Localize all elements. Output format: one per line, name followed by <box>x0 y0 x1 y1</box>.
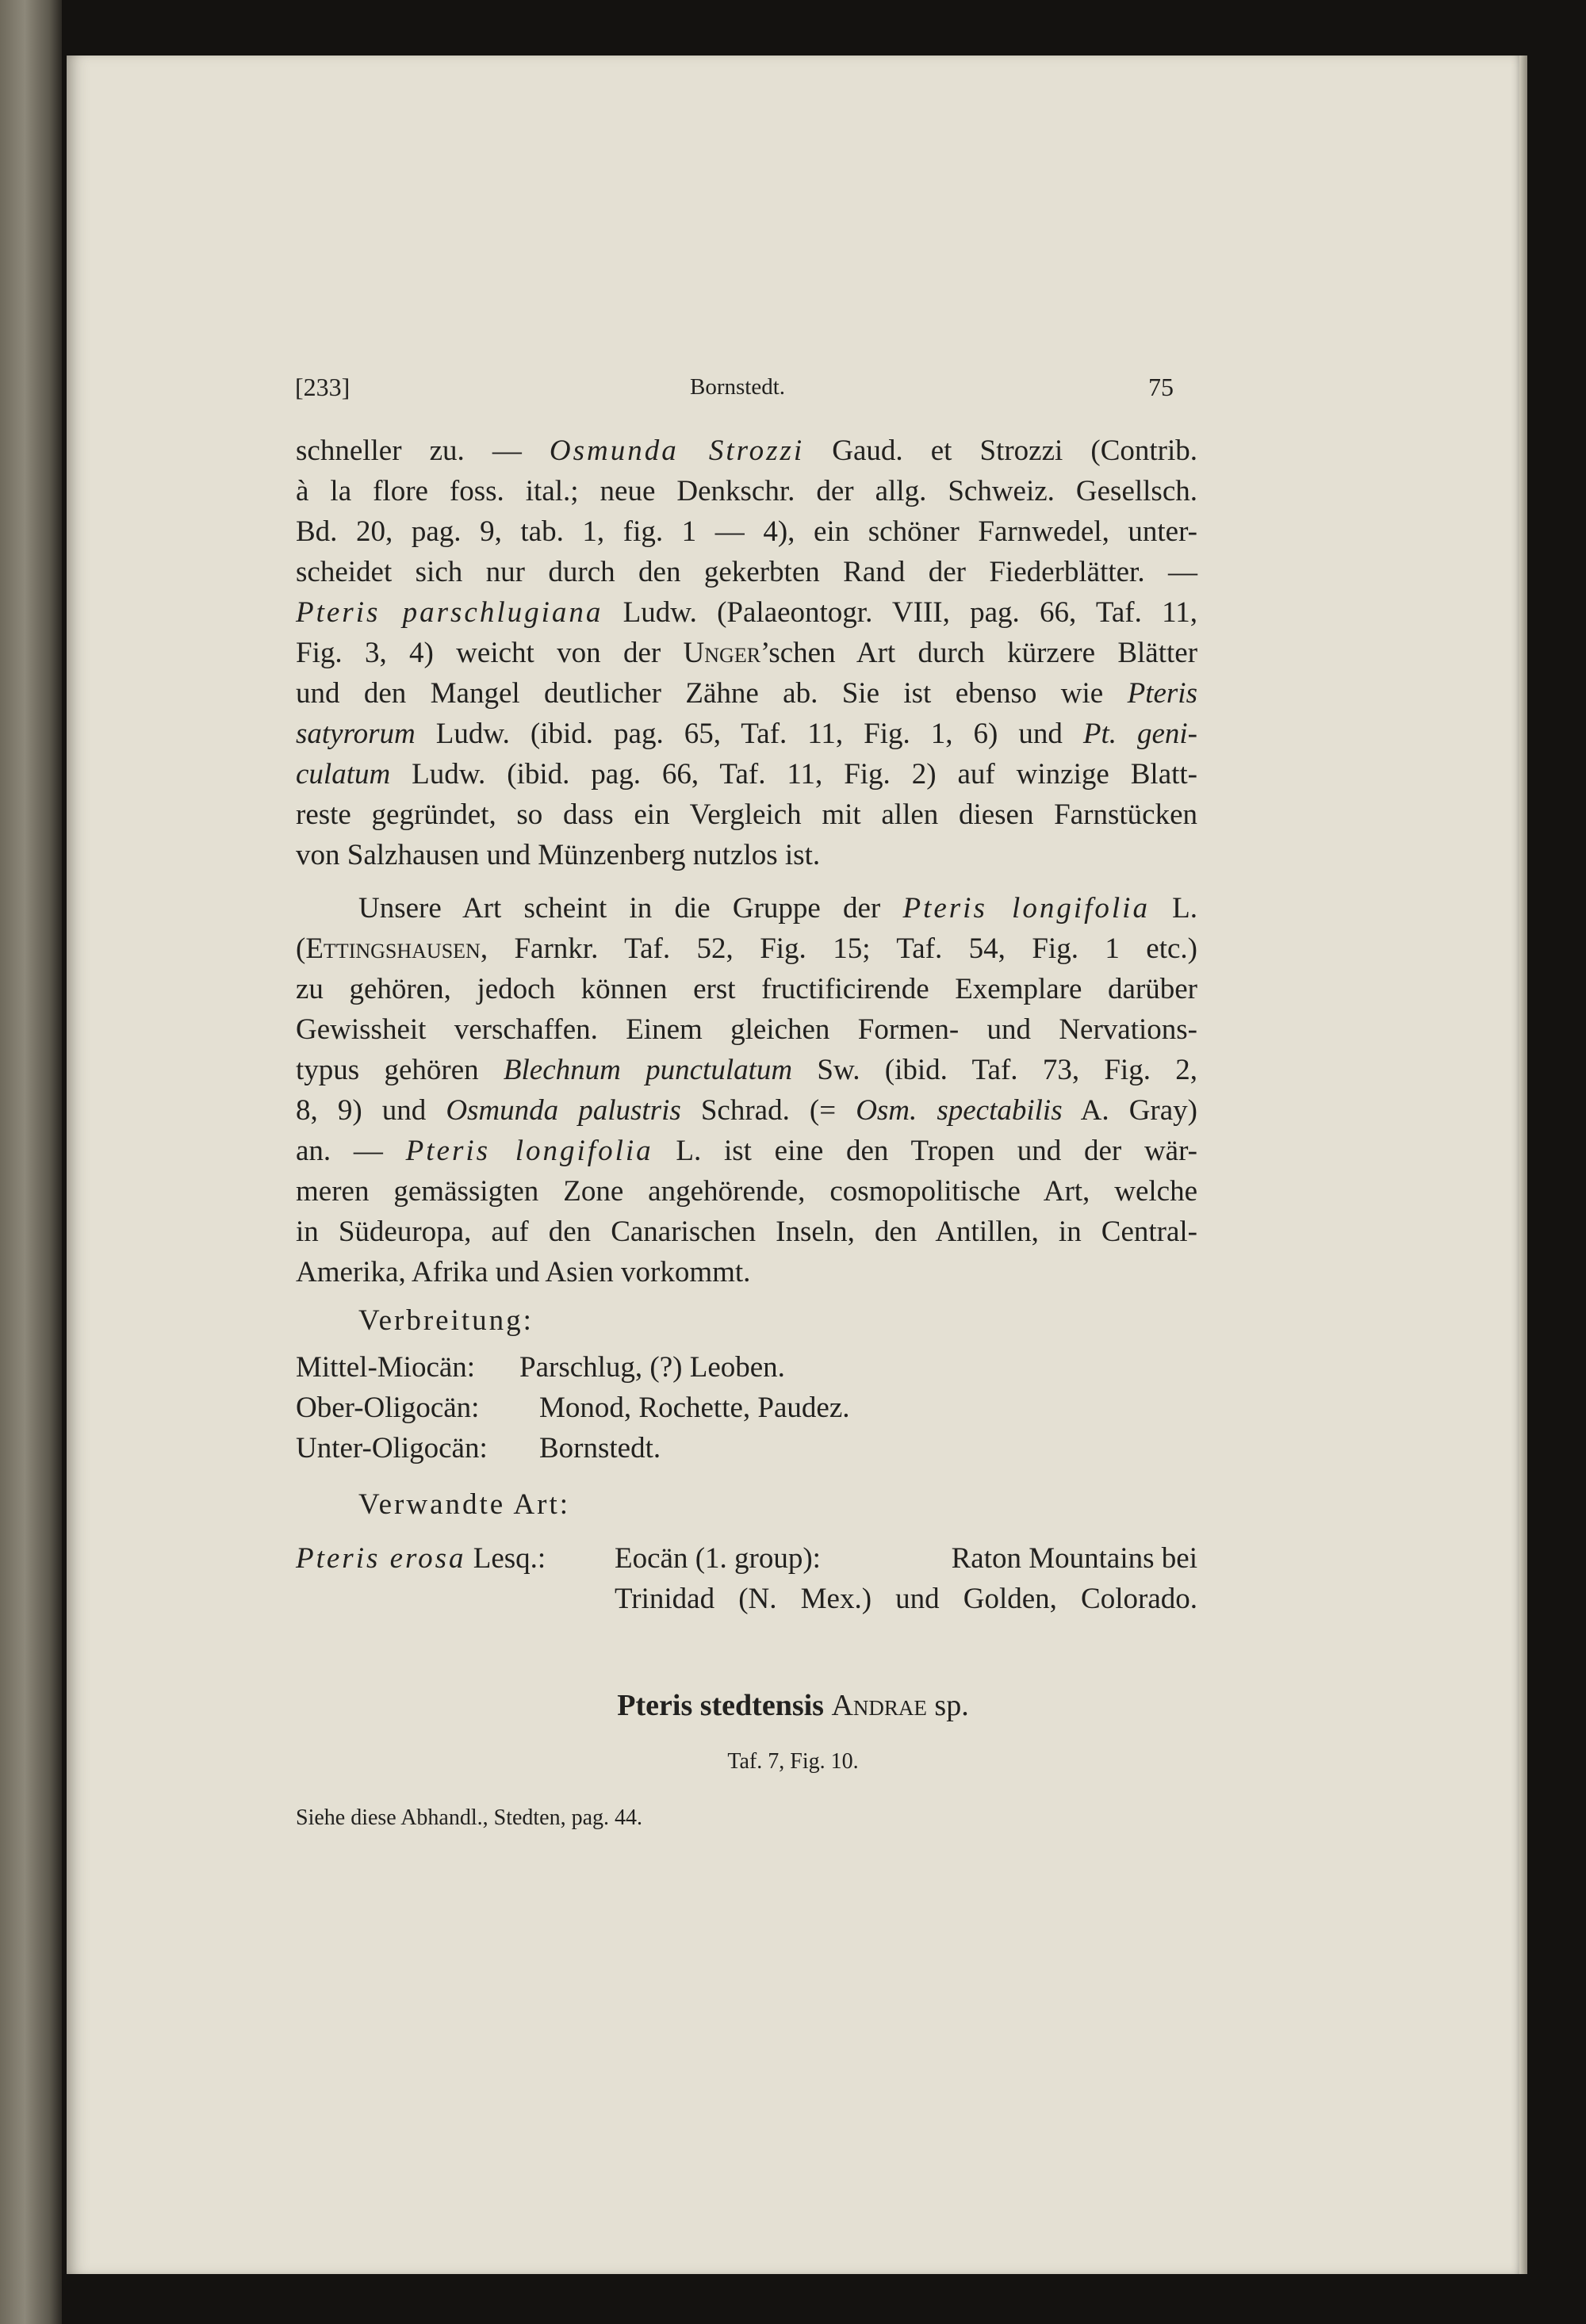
para2-line-5: typus gehören Blechnum punctulatum Sw. (ibid. Taf. 73, Fig. 2, <box>296 1054 1197 1086</box>
verwandte-location-1: Raton Mountains bei <box>951 1542 1197 1575</box>
page-right-edge <box>1519 56 1527 2274</box>
para1-line-9: culatum Ludw. (ibid. pag. 66, Taf. 11, Fig. 2) auf winzige Blatt- <box>296 758 1197 791</box>
section-title: Pteris stedtensis Andrae sp. <box>617 1689 969 1722</box>
page-number: 75 <box>1148 373 1174 401</box>
verbreitung-row-2-value: Monod, Rochette, Paudez. <box>539 1392 850 1424</box>
para2-line-1: Unsere Art scheint in die Gruppe der Pteris longifolia L. <box>358 892 1198 925</box>
para2-line-3: zu gehören, jedoch können erst fructificirende Exemplare darüber <box>296 973 1197 1005</box>
verwandte-epoch: Eocän (1. group): <box>615 1542 821 1575</box>
para2-line-6: 8, 9) und Osmunda palustris Schrad. (= Osm. spectabilis A. Gray) <box>296 1094 1197 1127</box>
para1-line-11: von Salzhausen und Münzenberg nutzlos ist. <box>296 839 821 871</box>
running-title: Bornstedt. <box>690 374 786 400</box>
para1-line-6: Fig. 3, 4) weicht von der Unger’schen Art durch kürzere Blätter <box>296 637 1198 669</box>
para1-line-5: Pteris parschlugiana Ludw. (Palaeontogr. VIII, pag. 66, Taf. 11, <box>296 596 1197 629</box>
para1-line-3: Bd. 20, pag. 9, tab. 1, fig. 1 — 4), ein schöner Farnwedel, unter- <box>296 515 1197 548</box>
para2-line-10: Amerika, Afrika und Asien vorkommt. <box>296 1256 751 1288</box>
para2-line-4: Gewissheit verschaffen. Einem gleichen Formen- und Nervations- <box>296 1013 1197 1046</box>
para2-line-8: meren gemässigten Zone angehörende, cosmopolitische Art, welche <box>296 1175 1197 1208</box>
para1-line-2: à la flore foss. ital.; neue Denkschr. der allg. Schweiz. Gesellsch. <box>296 475 1197 507</box>
verbreitung-heading: Verbreitung: <box>358 1304 534 1337</box>
para2-line-7: an. — Pteris longifolia L. ist eine den Tropen und der wär- <box>296 1135 1197 1167</box>
para1-line-7: und den Mangel deutlicher Zähne ab. Sie ist ebenso wie Pteris <box>296 677 1197 710</box>
para1-line-4: scheidet sich nur durch den gekerbten Rand der Fiederblätter. — <box>296 556 1197 588</box>
left-page-edge <box>0 0 62 2324</box>
page-bracket-number: [233] <box>295 373 351 401</box>
para2-line-2: (Ettingshausen, Farnkr. Taf. 52, Fig. 15; Taf. 54, Fig. 1 etc.) <box>296 932 1197 965</box>
verbreitung-row-3-label: Unter-Oligocän: <box>296 1432 488 1464</box>
para1-line-1: schneller zu. — Osmunda Strozzi Gaud. et Strozzi (Contrib. <box>296 435 1197 467</box>
para2-line-9: in Südeuropa, auf den Canarischen Inseln, den Antillen, in Central- <box>296 1216 1197 1248</box>
verbreitung-row-2-label: Ober-Oligocän: <box>296 1392 480 1424</box>
verbreitung-row-1-label: Mittel-Miocän: <box>296 1351 476 1384</box>
verbreitung-row-3-value: Bornstedt. <box>539 1432 661 1464</box>
verbreitung-row-1-value: Parschlug, (?) Leoben. <box>519 1351 785 1384</box>
verwandte-heading: Verwandte Art: <box>358 1488 571 1521</box>
para1-line-8: satyrorum Ludw. (ibid. pag. 65, Taf. 11, Fig. 1, 6) und Pt. geni- <box>296 718 1197 750</box>
section-note: Siehe diese Abhandl., Stedten, pag. 44. <box>296 1805 643 1830</box>
verwandte-species: Pteris erosa Lesq.: <box>296 1542 546 1575</box>
verwandte-location-2: Trinidad (N. Mex.) und Golden, Colorado. <box>615 1583 1197 1615</box>
section-plate: Taf. 7, Fig. 10. <box>727 1749 859 1774</box>
para1-line-10: reste gegründet, so dass ein Vergleich mit allen diesen Farnstücken <box>296 798 1197 831</box>
